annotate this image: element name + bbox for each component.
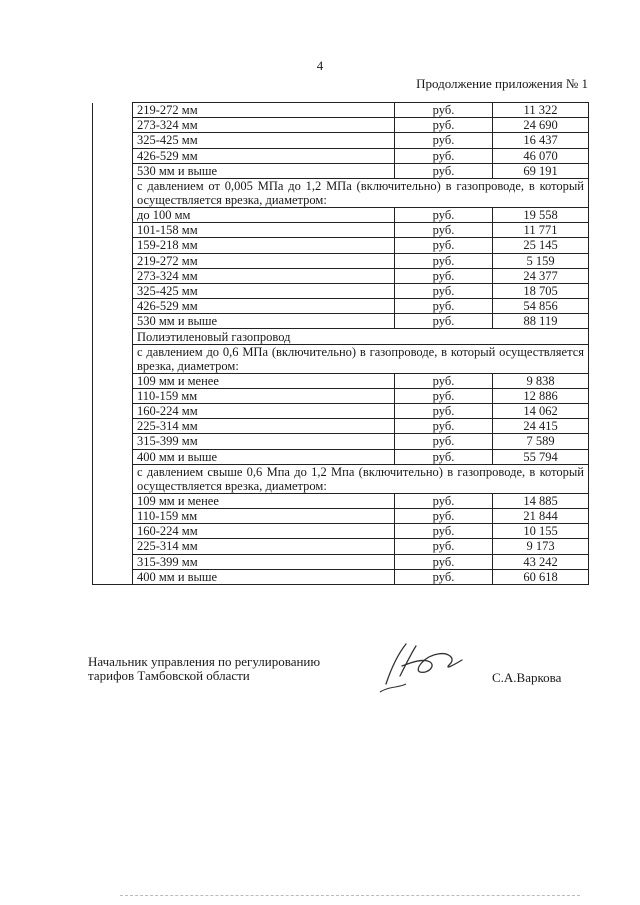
unit-label: руб. [395, 569, 493, 584]
tariff-value: 5 159 [493, 253, 589, 268]
tariff-value: 11 771 [493, 223, 589, 238]
diameter-label: 160-224 мм [133, 524, 395, 539]
lead-cell [93, 103, 133, 118]
table-row [93, 103, 589, 118]
table-row [93, 569, 589, 584]
bottom-divider [120, 895, 580, 896]
table-row [93, 373, 589, 388]
unit-label: руб. [395, 238, 493, 253]
diameter-label: 400 мм и выше [133, 569, 395, 584]
unit-label: руб. [395, 449, 493, 464]
unit-label: руб. [395, 103, 493, 118]
tariff-value: 88 119 [493, 314, 589, 329]
unit-label: руб. [395, 419, 493, 434]
lead-cell [93, 404, 133, 419]
tariff-value: 69 191 [493, 163, 589, 178]
lead-cell [93, 253, 133, 268]
group-header: с давлением от 0,005 МПа до 1,2 МПа (включительно) в газопроводе, в который осуществляется врезка, диаметром: [133, 178, 589, 207]
unit-label: руб. [395, 207, 493, 222]
page-number: 4 [316, 58, 324, 73]
tariff-value: 24 415 [493, 419, 589, 434]
diameter-label: 160-224 мм [133, 404, 395, 419]
tariff-value: 24 690 [493, 118, 589, 133]
tariff-value: 12 886 [493, 388, 589, 403]
signatory-position-line1: Начальник управления по регулированию [88, 654, 321, 669]
group-header-row [93, 178, 589, 207]
diameter-label: 400 мм и выше [133, 449, 395, 464]
table-row [93, 163, 589, 178]
table-row [93, 419, 589, 434]
tariff-value: 55 794 [493, 449, 589, 464]
diameter-label: 426-529 мм [133, 148, 395, 163]
tariff-value: 21 844 [493, 508, 589, 523]
diameter-label: 110-159 мм [133, 508, 395, 523]
lead-cell [93, 508, 133, 523]
table-row [93, 207, 589, 222]
lead-cell [93, 223, 133, 238]
table-row [93, 283, 589, 298]
unit-label: руб. [395, 299, 493, 314]
signatory-name: С.А.Варкова [492, 670, 562, 685]
unit-label: руб. [395, 539, 493, 554]
tariff-value: 54 856 [493, 299, 589, 314]
tariff-table [92, 102, 589, 585]
tariff-value: 60 618 [493, 569, 589, 584]
table-row [93, 449, 589, 464]
unit-label: руб. [395, 388, 493, 403]
tariff-value: 18 705 [493, 283, 589, 298]
table-row [93, 118, 589, 133]
appendix-label: Продолжение приложения № 1 [416, 76, 588, 91]
tariff-value: 14 062 [493, 404, 589, 419]
lead-cell [93, 314, 133, 329]
lead-cell [93, 373, 133, 388]
diameter-label: 325-425 мм [133, 133, 395, 148]
table-row [93, 253, 589, 268]
diameter-label: 109 мм и менее [133, 493, 395, 508]
group-header-row [93, 464, 589, 493]
group-header: с давлением до 0,6 МПа (включительно) в газопроводе, в который осуществляется врезка, диаметром: [133, 344, 589, 373]
diameter-label: 159-218 мм [133, 238, 395, 253]
unit-label: руб. [395, 493, 493, 508]
unit-label: руб. [395, 163, 493, 178]
diameter-label: 110-159 мм [133, 388, 395, 403]
table-row [93, 299, 589, 314]
signatory-position [88, 655, 320, 683]
unit-label: руб. [395, 253, 493, 268]
diameter-label: 225-314 мм [133, 539, 395, 554]
lead-cell [93, 299, 133, 314]
table-row [93, 539, 589, 554]
unit-label: руб. [395, 283, 493, 298]
unit-label: руб. [395, 554, 493, 569]
tariff-value: 10 155 [493, 524, 589, 539]
tariff-value: 46 070 [493, 148, 589, 163]
table-row [93, 268, 589, 283]
diameter-label: 426-529 мм [133, 299, 395, 314]
table-row [93, 554, 589, 569]
diameter-label: 530 мм и выше [133, 163, 395, 178]
unit-label: руб. [395, 508, 493, 523]
lead-cell [93, 388, 133, 403]
diameter-label: до 100 мм [133, 207, 395, 222]
tariff-value: 9 173 [493, 539, 589, 554]
tariff-value: 14 885 [493, 493, 589, 508]
lead-cell [93, 539, 133, 554]
lead-cell [93, 207, 133, 222]
diameter-label: 325-425 мм [133, 283, 395, 298]
lead-cell [93, 524, 133, 539]
lead-cell [93, 283, 133, 298]
lead-cell [93, 554, 133, 569]
lead-cell [93, 449, 133, 464]
diameter-label: 530 мм и выше [133, 314, 395, 329]
table-row [93, 434, 589, 449]
lead-cell [93, 268, 133, 283]
lead-cell [93, 493, 133, 508]
lead-cell [93, 569, 133, 584]
section-title: Полиэтиленовый газопровод [133, 329, 589, 344]
lead-cell [93, 133, 133, 148]
table-row [93, 148, 589, 163]
tariff-value: 19 558 [493, 207, 589, 222]
tariff-value: 25 145 [493, 238, 589, 253]
tariff-value: 11 322 [493, 103, 589, 118]
group-header-row [93, 344, 589, 373]
unit-label: руб. [395, 133, 493, 148]
unit-label: руб. [395, 148, 493, 163]
diameter-label: 315-399 мм [133, 554, 395, 569]
tariff-value: 24 377 [493, 268, 589, 283]
diameter-label: 109 мм и менее [133, 373, 395, 388]
section-row [93, 329, 589, 344]
lead-cell [93, 329, 133, 344]
tariff-value: 9 838 [493, 373, 589, 388]
unit-label: руб. [395, 314, 493, 329]
handwritten-signature [372, 636, 472, 696]
table-row [93, 223, 589, 238]
diameter-label: 225-314 мм [133, 419, 395, 434]
table-row [93, 404, 589, 419]
lead-cell [93, 238, 133, 253]
lead-cell [93, 148, 133, 163]
table-row [93, 238, 589, 253]
table-row [93, 314, 589, 329]
diameter-label: 273-324 мм [133, 268, 395, 283]
diameter-label: 219-272 мм [133, 103, 395, 118]
lead-cell [93, 163, 133, 178]
unit-label: руб. [395, 268, 493, 283]
lead-cell [93, 464, 133, 493]
lead-cell [93, 118, 133, 133]
unit-label: руб. [395, 373, 493, 388]
diameter-label: 101-158 мм [133, 223, 395, 238]
unit-label: руб. [395, 434, 493, 449]
signatory-position-line2: тарифов Тамбовской области [88, 668, 250, 683]
tariff-value: 43 242 [493, 554, 589, 569]
table-row [93, 508, 589, 523]
tariff-value: 16 437 [493, 133, 589, 148]
table-row [93, 493, 589, 508]
unit-label: руб. [395, 524, 493, 539]
group-header: с давлением свыше 0,6 Мпа до 1,2 Мпа (включительно) в газопроводе, в который осуществляется врезка, диаметром: [133, 464, 589, 493]
lead-cell [93, 344, 133, 373]
lead-cell [93, 178, 133, 207]
diameter-label: 219-272 мм [133, 253, 395, 268]
unit-label: руб. [395, 404, 493, 419]
unit-label: руб. [395, 118, 493, 133]
table-row [93, 388, 589, 403]
table-row [93, 524, 589, 539]
diameter-label: 273-324 мм [133, 118, 395, 133]
tariff-value: 7 589 [493, 434, 589, 449]
diameter-label: 315-399 мм [133, 434, 395, 449]
lead-cell [93, 434, 133, 449]
lead-cell [93, 419, 133, 434]
table-row [93, 133, 589, 148]
unit-label: руб. [395, 223, 493, 238]
